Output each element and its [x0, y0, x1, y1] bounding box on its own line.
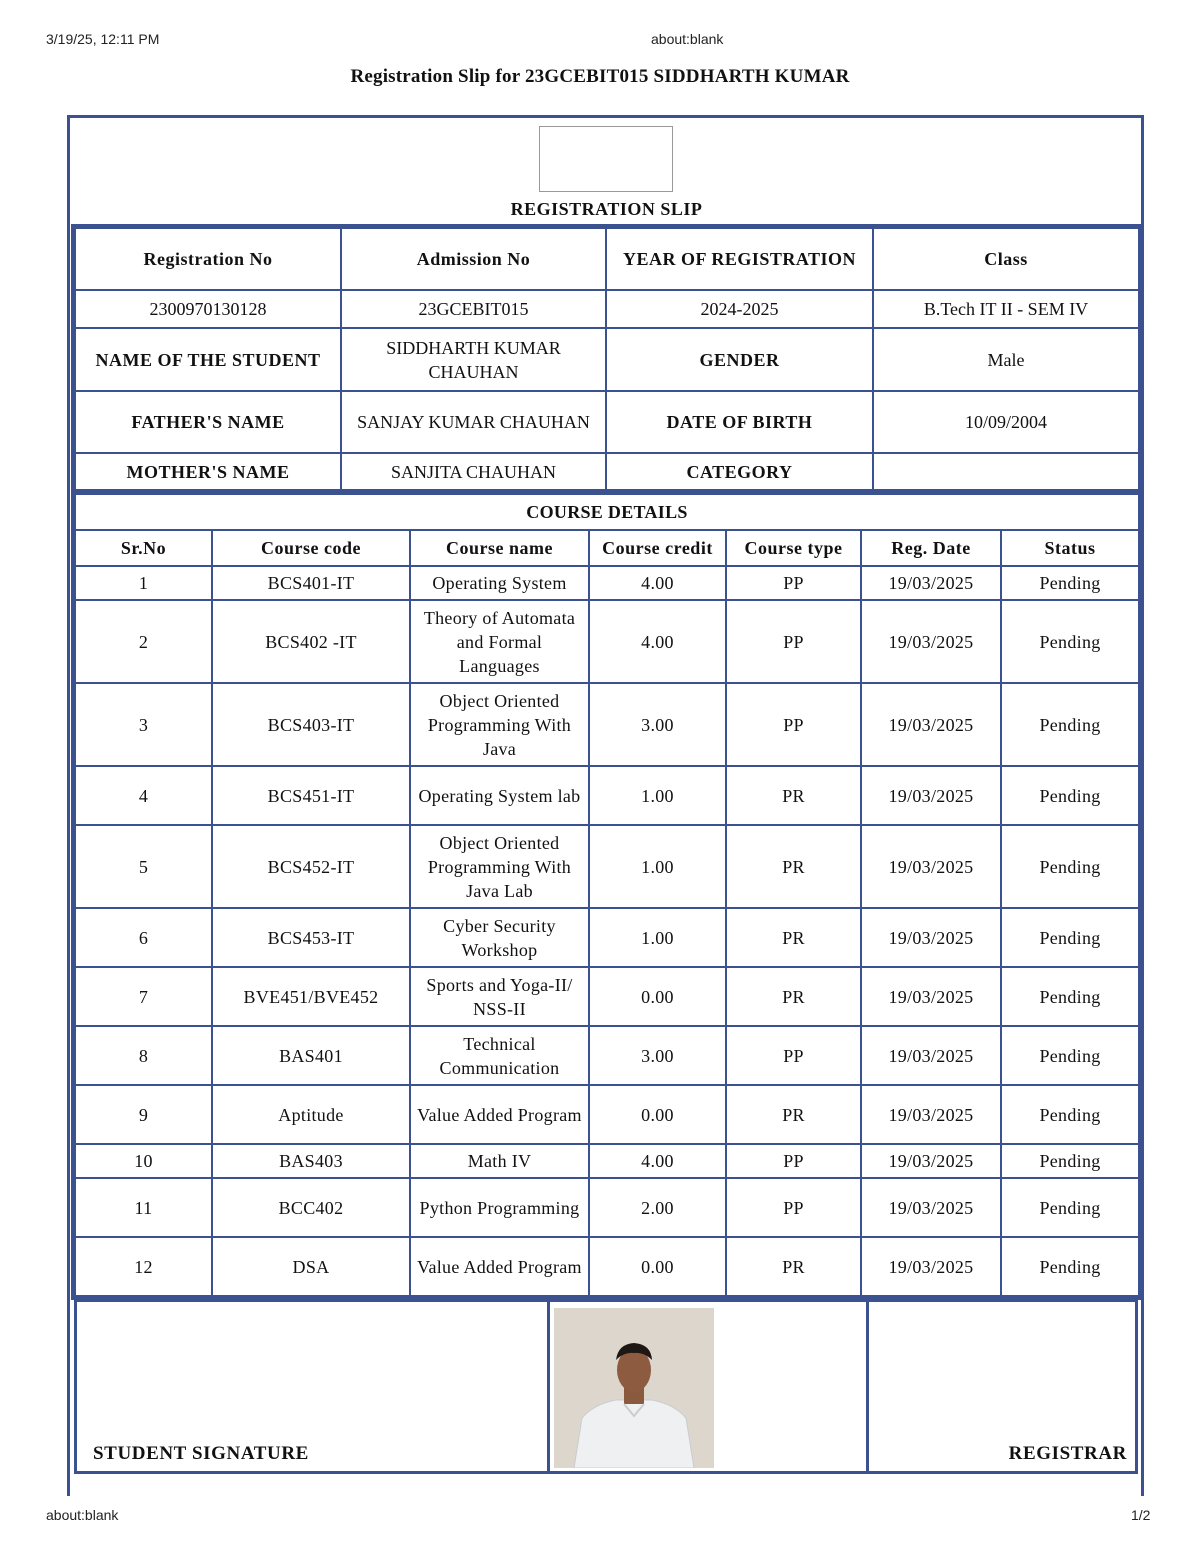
course-credit-cell: 0.00: [589, 1237, 726, 1296]
course-name-cell: Object Oriented Programming With Java Lab: [410, 825, 589, 908]
course-date-cell: 19/03/2025: [861, 825, 1001, 908]
year-label: YEAR OF REGISTRATION: [606, 228, 873, 290]
col-header-srno: Sr.No: [75, 530, 212, 566]
student-info-table: [74, 227, 1140, 492]
table-row: [75, 1237, 1139, 1296]
gender-value: Male: [873, 328, 1139, 391]
registrar-label: REGISTRAR: [1008, 1443, 1127, 1464]
dob-value: 10/09/2004: [873, 391, 1139, 453]
course-credit-cell: 2.00: [589, 1178, 726, 1237]
course-name-cell: Cyber Security Workshop: [410, 908, 589, 967]
student-photo-cell: [550, 1302, 869, 1471]
college-logo-placeholder: [539, 126, 673, 192]
mother-value: SANJITA CHAUHAN: [341, 453, 606, 491]
course-type-cell: PR: [726, 1237, 861, 1296]
table-row: [75, 766, 1139, 825]
category-label: CATEGORY: [606, 453, 873, 491]
course-date-cell: 19/03/2025: [861, 1144, 1001, 1178]
course-credit-cell: 3.00: [589, 1026, 726, 1085]
footer-page-number: 1/2: [1131, 1507, 1151, 1523]
mother-label: MOTHER'S NAME: [75, 453, 341, 491]
col-header-status: Status: [1001, 530, 1139, 566]
course-sr-cell: 3: [75, 683, 212, 766]
course-rows: [75, 566, 1139, 1296]
class-label: Class: [873, 228, 1139, 290]
course-type-cell: PR: [726, 1085, 861, 1144]
registration-no-label: Registration No: [75, 228, 341, 290]
course-code-cell: BCS452-IT: [212, 825, 410, 908]
name-label: NAME OF THE STUDENT: [75, 328, 341, 391]
course-sr-cell: 5: [75, 825, 212, 908]
footer-url: about:blank: [46, 1507, 119, 1523]
admission-no-label: Admission No: [341, 228, 606, 290]
table-row: [75, 600, 1139, 683]
course-date-cell: 19/03/2025: [861, 1178, 1001, 1237]
course-sr-cell: 2: [75, 600, 212, 683]
course-code-cell: BCS403-IT: [212, 683, 410, 766]
course-details-heading: COURSE DETAILS: [75, 493, 1139, 530]
table-row: [75, 1085, 1139, 1144]
course-status-cell: Pending: [1001, 908, 1139, 967]
table-row: [75, 683, 1139, 766]
student-signature-label: STUDENT SIGNATURE: [93, 1443, 309, 1464]
signature-section: [74, 1299, 1138, 1474]
course-credit-cell: 4.00: [589, 566, 726, 600]
course-status-cell: Pending: [1001, 566, 1139, 600]
category-value: [873, 453, 1139, 491]
course-sr-cell: 8: [75, 1026, 212, 1085]
table-row: [75, 1178, 1139, 1237]
course-name-cell: Math IV: [410, 1144, 589, 1178]
course-type-cell: PP: [726, 1144, 861, 1178]
student-photo: [554, 1308, 714, 1468]
admission-no-value: 23GCEBIT015: [341, 290, 606, 328]
course-details-table: [74, 492, 1140, 1297]
print-datetime: 3/19/25, 12:11 PM: [46, 31, 160, 47]
table-row: [75, 825, 1139, 908]
course-type-cell: PR: [726, 908, 861, 967]
course-date-cell: 19/03/2025: [861, 1237, 1001, 1296]
course-type-cell: PP: [726, 683, 861, 766]
course-code-cell: BAS403: [212, 1144, 410, 1178]
table-row: [75, 1026, 1139, 1085]
course-name-cell: Python Programming: [410, 1178, 589, 1237]
course-sr-cell: 7: [75, 967, 212, 1026]
course-status-cell: Pending: [1001, 1178, 1139, 1237]
col-header-course-code: Course code: [212, 530, 410, 566]
course-code-cell: BCS401-IT: [212, 566, 410, 600]
table-row: [75, 967, 1139, 1026]
course-status-cell: Pending: [1001, 1144, 1139, 1178]
course-sr-cell: 12: [75, 1237, 212, 1296]
course-sr-cell: 10: [75, 1144, 212, 1178]
course-date-cell: 19/03/2025: [861, 1026, 1001, 1085]
course-credit-cell: 4.00: [589, 1144, 726, 1178]
course-sr-cell: 1: [75, 566, 212, 600]
course-code-cell: BCS451-IT: [212, 766, 410, 825]
col-header-reg-date: Reg. Date: [861, 530, 1001, 566]
document-title: Registration Slip for 23GCEBIT015 SIDDHARTH KUMAR: [350, 66, 850, 87]
course-type-cell: PP: [726, 566, 861, 600]
course-status-cell: Pending: [1001, 1026, 1139, 1085]
course-type-cell: PR: [726, 967, 861, 1026]
course-credit-cell: 1.00: [589, 908, 726, 967]
course-status-cell: Pending: [1001, 1085, 1139, 1144]
course-code-cell: BAS401: [212, 1026, 410, 1085]
course-credit-cell: 0.00: [589, 1085, 726, 1144]
course-name-cell: Value Added Program: [410, 1085, 589, 1144]
course-status-cell: Pending: [1001, 825, 1139, 908]
col-header-course-credit: Course credit: [589, 530, 726, 566]
registrar-cell: [869, 1302, 1135, 1471]
course-type-cell: PP: [726, 1178, 861, 1237]
course-date-cell: 19/03/2025: [861, 600, 1001, 683]
course-type-cell: PR: [726, 825, 861, 908]
course-code-cell: BVE451/BVE452: [212, 967, 410, 1026]
registration-no-value: 2300970130128: [75, 290, 341, 328]
course-type-cell: PP: [726, 1026, 861, 1085]
course-sr-cell: 9: [75, 1085, 212, 1144]
course-code-cell: BCS453-IT: [212, 908, 410, 967]
course-type-cell: PR: [726, 766, 861, 825]
course-name-cell: Operating System lab: [410, 766, 589, 825]
course-code-cell: Aptitude: [212, 1085, 410, 1144]
course-status-cell: Pending: [1001, 600, 1139, 683]
course-credit-cell: 3.00: [589, 683, 726, 766]
print-url: about:blank: [651, 31, 724, 47]
course-status-cell: Pending: [1001, 967, 1139, 1026]
frame-continuation: [67, 1474, 1144, 1496]
course-credit-cell: 4.00: [589, 600, 726, 683]
course-name-cell: Sports and Yoga-II/ NSS-II: [410, 967, 589, 1026]
course-sr-cell: 6: [75, 908, 212, 967]
col-header-course-name: Course name: [410, 530, 589, 566]
course-date-cell: 19/03/2025: [861, 566, 1001, 600]
year-value: 2024-2025: [606, 290, 873, 328]
father-label: FATHER'S NAME: [75, 391, 341, 453]
col-header-course-type: Course type: [726, 530, 861, 566]
course-sr-cell: 11: [75, 1178, 212, 1237]
course-date-cell: 19/03/2025: [861, 766, 1001, 825]
course-date-cell: 19/03/2025: [861, 967, 1001, 1026]
course-status-cell: Pending: [1001, 683, 1139, 766]
father-value: SANJAY KUMAR CHAUHAN: [341, 391, 606, 453]
slip-heading: REGISTRATION SLIP: [510, 199, 703, 219]
course-credit-cell: 1.00: [589, 825, 726, 908]
course-name-cell: Operating System: [410, 566, 589, 600]
student-signature-cell: [77, 1302, 550, 1471]
table-row: [75, 908, 1139, 967]
dob-label: DATE OF BIRTH: [606, 391, 873, 453]
course-type-cell: PP: [726, 600, 861, 683]
gender-label: GENDER: [606, 328, 873, 391]
table-row: [75, 566, 1139, 600]
course-status-cell: Pending: [1001, 1237, 1139, 1296]
course-sr-cell: 4: [75, 766, 212, 825]
course-name-cell: Theory of Automata and Formal Languages: [410, 600, 589, 683]
course-name-cell: Object Oriented Programming With Java: [410, 683, 589, 766]
course-code-cell: BCS402 -IT: [212, 600, 410, 683]
name-value: SIDDHARTH KUMAR CHAUHAN: [341, 328, 606, 391]
class-value: B.Tech IT II - SEM IV: [873, 290, 1139, 328]
course-credit-cell: 0.00: [589, 967, 726, 1026]
course-name-cell: Value Added Program: [410, 1237, 589, 1296]
course-name-cell: Technical Communication: [410, 1026, 589, 1085]
course-date-cell: 19/03/2025: [861, 683, 1001, 766]
course-date-cell: 19/03/2025: [861, 908, 1001, 967]
table-row: [75, 1144, 1139, 1178]
course-date-cell: 19/03/2025: [861, 1085, 1001, 1144]
course-status-cell: Pending: [1001, 766, 1139, 825]
course-code-cell: BCC402: [212, 1178, 410, 1237]
course-credit-cell: 1.00: [589, 766, 726, 825]
course-code-cell: DSA: [212, 1237, 410, 1296]
